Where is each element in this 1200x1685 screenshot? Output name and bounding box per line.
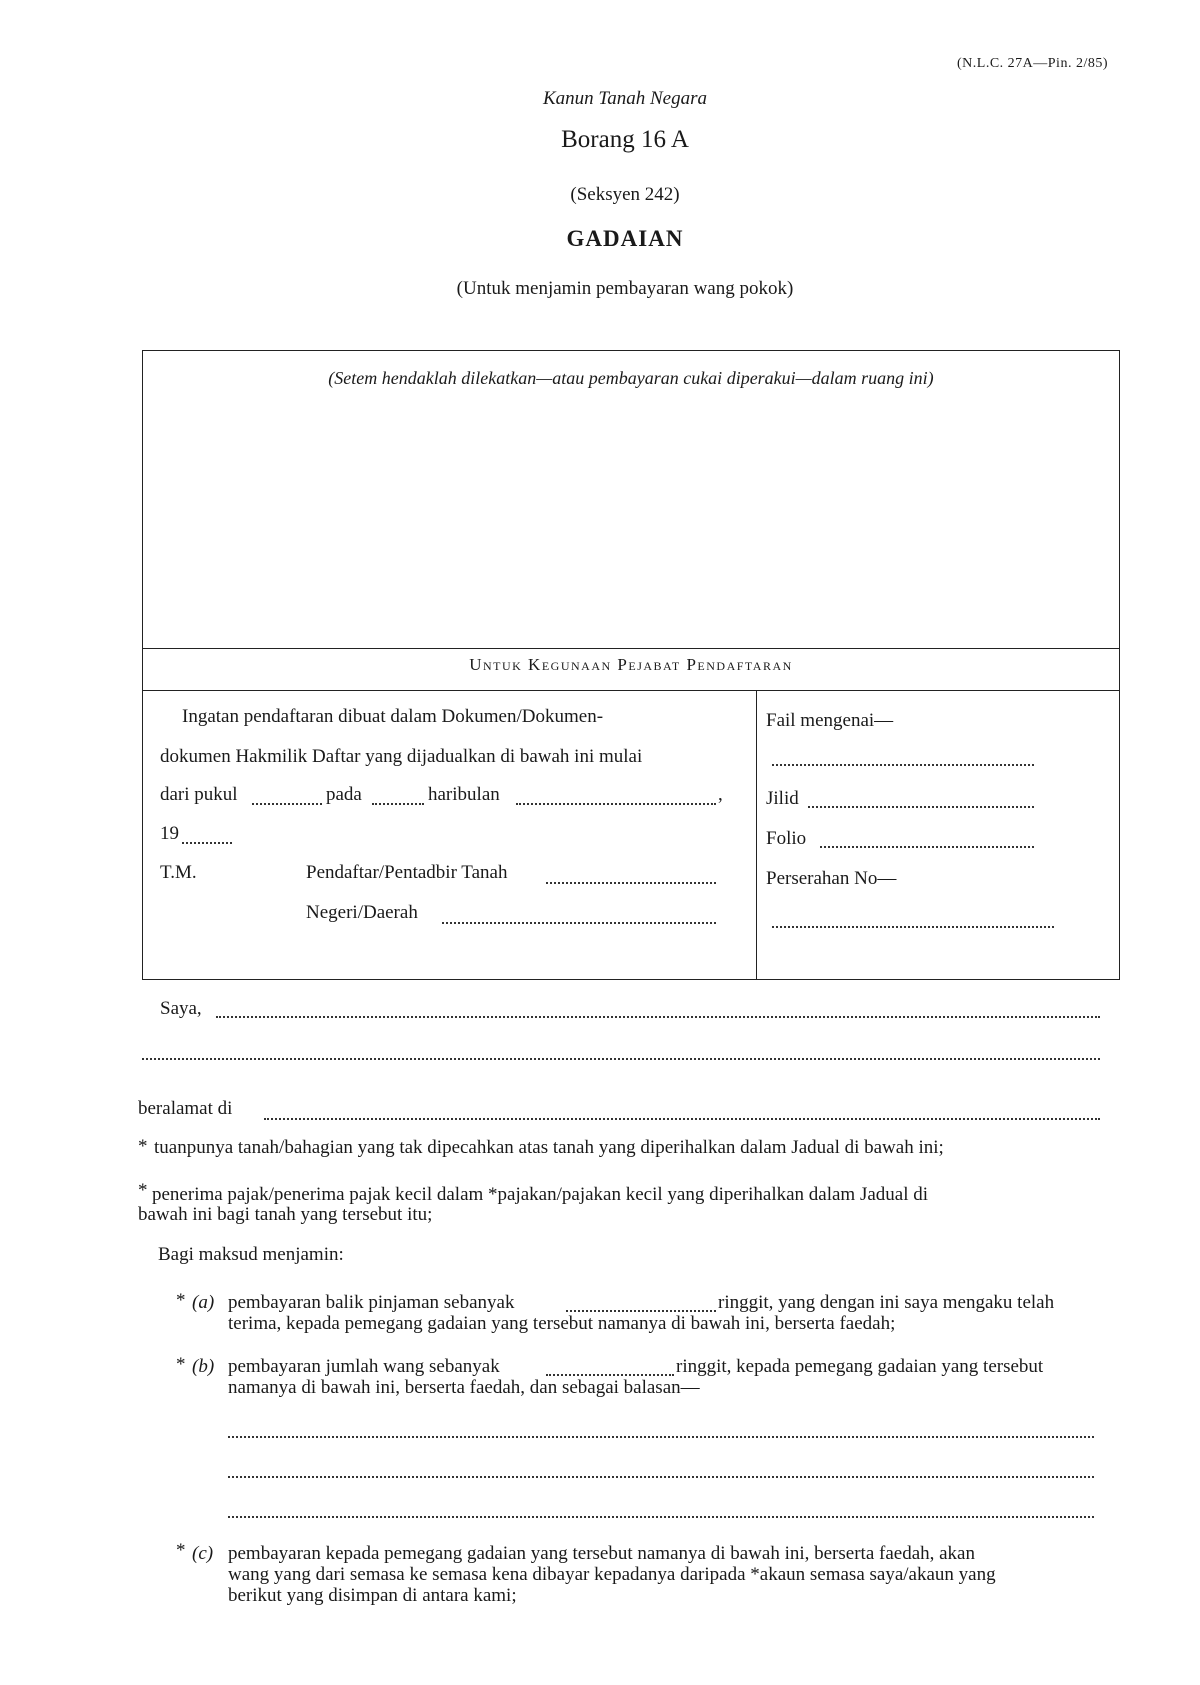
office-use-heading: Untuk Kegunaan Pejabat Pendaftaran <box>469 655 793 674</box>
address-field[interactable] <box>264 1118 1100 1120</box>
purpose-intro: Bagi maksud menjamin: <box>158 1244 344 1265</box>
lessee-option-line-2: bawah ini bagi tanah yang tersebut itu; <box>138 1204 433 1225</box>
registrar-label: Pendaftar/Pentadbir Tanah <box>306 862 508 883</box>
clause-b-text-1: pembayaran jumlah wang sebanyak <box>228 1356 500 1377</box>
clause-a-marker: * <box>176 1290 186 1311</box>
clause-b-text-3: namanya di bawah ini, berserta faedah, dan sebagai balasan— <box>228 1377 700 1398</box>
name-field[interactable] <box>216 1016 1100 1018</box>
folio-label: Folio <box>766 828 807 849</box>
owner-option: tuanpunya tanah/bahagian yang tak dipecahkan atas tanah yang diperihalkan dalam Jadual di bawah ini; <box>154 1137 944 1158</box>
registrar-field[interactable] <box>546 882 716 884</box>
name-field-continued[interactable] <box>142 1058 1100 1060</box>
lessee-marker: * <box>138 1180 148 1201</box>
state-label: Negeri/Daerah <box>306 902 418 923</box>
owner-marker: * <box>138 1136 148 1157</box>
section-ref: (Seksyen 242) <box>570 184 680 205</box>
clause-a-text-1: pembayaran balik pinjaman sebanyak <box>228 1292 515 1313</box>
state-field[interactable] <box>442 922 716 924</box>
column-divider <box>756 690 757 980</box>
clause-a-text-3: terima, kepada pemegang gadaian yang tersebut namanya di bawah ini, berserta faedah; <box>228 1313 896 1334</box>
clause-b-text-2: ringgit, kepada pemegang gadaian yang tersebut <box>676 1356 1044 1377</box>
stamp-note: (Setem hendaklah dilekatkan—atau pembayaran cukai diperakui—dalam ruang ini) <box>328 368 934 388</box>
consideration-field-3[interactable] <box>228 1516 1094 1518</box>
clause-b-marker: * <box>176 1354 186 1375</box>
clause-b-label: (b) <box>192 1356 215 1377</box>
time-field[interactable] <box>252 803 322 805</box>
clause-c-label: (c) <box>192 1543 214 1564</box>
folio-field[interactable] <box>820 846 1034 848</box>
month-label: haribulan <box>428 784 500 805</box>
document-purpose: (Untuk menjamin pembayaran wang pokok) <box>456 278 794 299</box>
volume-label: Jilid <box>766 788 799 809</box>
form-reference: (N.L.C. 27A—Pin. 2/85) <box>957 56 1108 71</box>
month-field[interactable] <box>516 803 716 805</box>
volume-field[interactable] <box>808 806 1034 808</box>
clause-c-text-2: wang yang dari semasa ke semasa kena dibayar kepadanya daripada *akaun semasa saya/akaun yang <box>228 1564 996 1585</box>
date-label: pada <box>326 784 362 805</box>
clause-a-text-2: ringgit, yang dengan ini saya mengaku telah <box>718 1292 1055 1313</box>
act-name: Kanun Tanah Negara <box>543 88 707 109</box>
divider <box>142 648 1120 649</box>
lessee-option-line-1: penerima pajak/penerima pajak kecil dalam *pajakan/pajakan kecil yang diperihalkan dalam Jadual di <box>152 1184 929 1205</box>
comma: , <box>718 784 723 805</box>
clause-a-label: (a) <box>192 1292 215 1313</box>
time-label: dari pukul <box>160 784 238 805</box>
seal-label: T.M. <box>160 862 197 883</box>
registration-line-1: Ingatan pendaftaran dibuat dalam Dokumen/Dokumen- <box>182 706 604 727</box>
clause-c-text-1: pembayaran kepada pemegang gadaian yang tersebut namanya di bawah ini, berserta faedah, akan <box>228 1543 975 1564</box>
clause-c-text-3: berikut yang disimpan di antara kami; <box>228 1585 517 1606</box>
file-field[interactable] <box>772 764 1034 766</box>
year-label: 19 <box>160 823 179 844</box>
consideration-field-2[interactable] <box>228 1476 1094 1478</box>
form-title: Borang 16 A <box>561 126 689 153</box>
file-label: Fail mengenai— <box>766 710 894 731</box>
year-field[interactable] <box>182 842 232 844</box>
loan-amount-field[interactable] <box>566 1310 716 1312</box>
consideration-field-1[interactable] <box>228 1436 1094 1438</box>
day-field[interactable] <box>372 803 424 805</box>
document-heading: GADAIAN <box>566 226 684 251</box>
presentation-field[interactable] <box>772 926 1054 928</box>
clause-c-marker: * <box>176 1540 186 1561</box>
registration-line-2: dokumen Hakmilik Daftar yang dijadualkan di bawah ini mulai <box>160 746 643 767</box>
presentation-label: Perserahan No— <box>766 868 897 889</box>
divider <box>142 690 1120 691</box>
saya-label: Saya, <box>160 998 202 1019</box>
sum-amount-field[interactable] <box>546 1374 674 1376</box>
address-label: beralamat di <box>138 1098 233 1119</box>
